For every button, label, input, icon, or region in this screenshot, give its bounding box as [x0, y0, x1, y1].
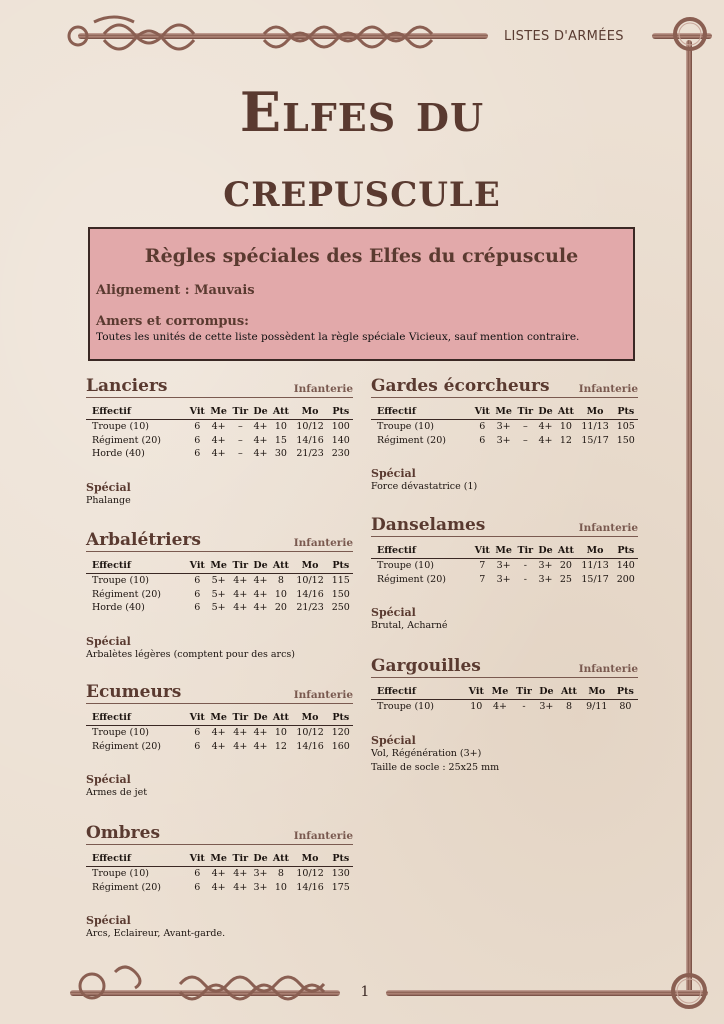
stats-cell: 6: [194, 727, 201, 739]
stats-column-header: Pts: [614, 543, 638, 559]
stats-cell: 4+: [233, 740, 248, 752]
unit-name: Lanciers: [86, 376, 168, 396]
special-label: Spécial: [371, 733, 416, 747]
stats-cell: 4+: [211, 881, 226, 893]
stats-cell: Troupe (10): [377, 701, 434, 713]
stats-cell: –: [237, 434, 243, 446]
unit-name: Arbalétriers: [86, 530, 201, 550]
stats-cell: 8: [565, 701, 572, 713]
stats-column-header: Att: [557, 684, 581, 700]
stats-cell: 6: [194, 881, 201, 893]
stats-cell: 4+: [233, 881, 248, 893]
unit-header: [371, 514, 638, 537]
stats-cell: 115: [331, 575, 350, 587]
stats-table: [371, 684, 638, 714]
unit-name: Danselames: [371, 515, 486, 535]
stats-cell: 10: [559, 421, 572, 433]
stats-cell: 6: [194, 602, 201, 614]
special-text: Phalange: [86, 494, 131, 506]
special-text: Force dévastatrice (1): [371, 481, 478, 492]
unit-arbaletriers: [86, 529, 353, 662]
stats-cell: 3+: [496, 573, 511, 585]
unit-ombres: [86, 822, 353, 941]
unit-header: [86, 822, 353, 845]
stats-table: [371, 404, 638, 447]
stats-cell: –: [522, 421, 528, 433]
unit-ecumeurs: [86, 681, 353, 800]
stats-column-header: Tir: [230, 851, 251, 867]
stats-cell: 4+: [233, 575, 248, 587]
stats-cell: 4+: [253, 448, 268, 460]
stats-cell: 6: [194, 434, 201, 446]
stats-column-header: Tir: [230, 710, 251, 726]
stats-cell: Troupe (10): [92, 727, 149, 739]
stats-cell: 14/16: [296, 881, 324, 893]
table-row: [86, 574, 353, 588]
unit-type: Infanterie: [578, 663, 638, 675]
stats-column-header: Me: [207, 558, 229, 574]
stats-cell: 6: [194, 575, 201, 587]
stats-cell: 10: [274, 727, 287, 739]
stats-column-header: De: [536, 543, 555, 559]
stats-cell: 4+: [211, 727, 226, 739]
stats-cell: 14/16: [296, 740, 324, 752]
stats-column-header: Effectif: [371, 543, 472, 559]
stats-header-row: [371, 404, 638, 420]
stats-column-header: Effectif: [86, 710, 187, 726]
stats-cell: 14/16: [296, 434, 324, 446]
stats-cell: 6: [194, 588, 201, 600]
table-row: [86, 601, 353, 615]
stats-cell: 4+: [233, 588, 248, 600]
special-label: Spécial: [86, 634, 131, 648]
special-text: Armes de jet: [86, 787, 148, 798]
stats-table: [86, 558, 353, 615]
stats-cell: 12: [274, 740, 287, 752]
unit-name: Ecumeurs: [86, 682, 182, 702]
top-left-knot-ornament-icon: [64, 12, 484, 62]
stats-cell: 4+: [233, 868, 248, 880]
table-row: [86, 740, 353, 754]
stats-cell: 10/12: [296, 575, 324, 587]
stats-column-header: Vit: [465, 684, 488, 700]
stats-cell: 5+: [211, 575, 226, 587]
unit-gargouilles: [371, 655, 638, 775]
stats-cell: 4+: [253, 588, 268, 600]
stats-cell: 4+: [253, 602, 268, 614]
special-text: Taille de socle : 25x25 mm: [371, 761, 500, 773]
stats-column-header: Me: [207, 710, 229, 726]
unit-name: Gargouilles: [371, 656, 481, 676]
stats-column-header: Vit: [187, 404, 207, 420]
stats-cell: Régiment (20): [92, 740, 161, 752]
stats-cell: 3+: [253, 868, 268, 880]
unit-name: Ombres: [86, 823, 161, 843]
stats-cell: 140: [616, 560, 635, 572]
stats-cell: 9/11: [586, 701, 608, 713]
stats-cell: Troupe (10): [377, 421, 434, 433]
stats-cell: Troupe (10): [92, 575, 149, 587]
table-row: [86, 420, 353, 434]
stats-cell: 6: [194, 421, 201, 433]
stats-cell: 14/16: [296, 588, 324, 600]
stats-cell: Horde (40): [92, 602, 145, 614]
stats-cell: 120: [331, 727, 350, 739]
stats-cell: 4+: [233, 602, 248, 614]
stats-cell: –: [522, 434, 528, 446]
unit-type: Infanterie: [578, 522, 638, 534]
special-label: Spécial: [86, 480, 131, 494]
page-number: 1: [360, 984, 370, 1000]
stats-cell: 4+: [211, 448, 226, 460]
unit-header: [86, 375, 353, 398]
table-row: [371, 573, 638, 587]
stats-cell: 20: [274, 602, 287, 614]
stats-column-header: Vit: [187, 851, 207, 867]
stats-column-header: Pts: [613, 684, 638, 700]
stats-column-header: Me: [207, 851, 229, 867]
stats-cell: 11/13: [581, 560, 609, 572]
unit-type: Infanterie: [293, 830, 353, 842]
table-row: [86, 434, 353, 448]
stats-cell: Régiment (20): [377, 434, 446, 446]
stats-header-row: [86, 851, 353, 867]
stats-column-header: Att: [270, 851, 292, 867]
stats-table: [86, 851, 353, 894]
stats-cell: 3+: [539, 701, 554, 713]
table-row: [371, 434, 638, 448]
stats-column-header: Att: [270, 710, 292, 726]
stats-cell: 6: [194, 740, 201, 752]
unit-danselames: [371, 514, 638, 633]
stats-cell: 4+: [211, 434, 226, 446]
top-right-ring-icon: [668, 12, 712, 56]
stats-cell: 10: [274, 588, 287, 600]
stats-column-header: Att: [270, 404, 292, 420]
stats-header-row: [86, 710, 353, 726]
stats-cell: Horde (40): [92, 448, 145, 460]
stats-cell: 10: [274, 881, 287, 893]
unit-header: [371, 375, 638, 398]
bottom-right-ring-icon: [666, 968, 712, 1014]
stats-table: [86, 404, 353, 461]
stats-cell: 3+: [496, 421, 511, 433]
stats-cell: 80: [619, 701, 632, 713]
stats-header-row: [86, 404, 353, 420]
special-rules-subtitle: Amers et corrompus:: [96, 314, 249, 329]
stats-column-header: Effectif: [86, 851, 187, 867]
unit-type: Infanterie: [578, 383, 638, 395]
special-rules-box: [88, 227, 635, 361]
table-row: [371, 420, 638, 434]
stats-cell: 150: [331, 588, 350, 600]
alignment-text: Alignement : Mauvais: [96, 283, 255, 298]
stats-cell: 10/12: [296, 421, 324, 433]
stats-column-header: Pts: [329, 558, 353, 574]
stats-cell: Troupe (10): [92, 868, 149, 880]
stats-cell: 200: [616, 573, 635, 585]
special-label: Spécial: [371, 606, 416, 619]
stats-cell: 160: [331, 740, 350, 752]
special-text: Brutal, Acharné: [371, 620, 448, 631]
stats-column-header: Me: [488, 684, 513, 700]
stats-cell: 21/23: [296, 602, 324, 614]
special-label: Spécial: [86, 773, 131, 786]
stats-cell: 4+: [253, 740, 268, 752]
page-title-line-1: Elfes du: [239, 80, 485, 144]
stats-header-row: [371, 543, 638, 559]
stats-cell: 6: [194, 448, 201, 460]
stats-column-header: Effectif: [86, 558, 187, 574]
stats-cell: 7: [479, 560, 486, 572]
table-row: [86, 588, 353, 602]
stats-cell: 10/12: [296, 727, 324, 739]
stats-cell: 4+: [211, 868, 226, 880]
stats-cell: 3+: [253, 881, 268, 893]
section-label: LISTES D'ARMÉES: [504, 29, 624, 44]
stats-cell: 3+: [496, 560, 511, 572]
stats-header-row: [371, 684, 638, 700]
stats-cell: 20: [559, 560, 572, 572]
special-rules-title: Règles spéciales des Elfes du crépuscule: [144, 245, 579, 267]
stats-column-header: De: [251, 404, 270, 420]
stats-cell: 100: [331, 421, 350, 433]
stats-cell: Régiment (20): [92, 881, 161, 893]
stats-cell: 10: [470, 701, 483, 713]
stats-cell: 4+: [492, 701, 507, 713]
bottom-right-border-rod: [386, 990, 708, 996]
stats-column-header: Att: [270, 558, 292, 574]
stats-column-header: Pts: [329, 851, 353, 867]
stats-column-header: Effectif: [86, 404, 187, 420]
stats-cell: 25: [559, 573, 572, 585]
stats-column-header: Tir: [230, 558, 251, 574]
stats-cell: -: [522, 701, 526, 713]
stats-column-header: Vit: [472, 543, 492, 559]
stats-cell: Régiment (20): [377, 573, 446, 585]
stats-cell: Troupe (10): [377, 560, 434, 572]
table-row: [86, 726, 353, 740]
stats-cell: -: [523, 560, 527, 572]
stats-cell: 4+: [538, 434, 553, 446]
stats-cell: 15/17: [581, 434, 609, 446]
stats-cell: 250: [331, 602, 350, 614]
stats-column-header: Pts: [329, 710, 353, 726]
stats-column-header: De: [251, 710, 270, 726]
stats-column-header: De: [251, 851, 270, 867]
stats-cell: 4+: [233, 727, 248, 739]
stats-cell: 175: [331, 881, 350, 893]
unit-lanciers: [86, 375, 353, 508]
table-row: [371, 559, 638, 573]
stats-cell: -: [523, 573, 527, 585]
special-label: Spécial: [371, 467, 416, 480]
stats-column-header: Tir: [515, 543, 536, 559]
stats-column-header: Effectif: [371, 404, 472, 420]
stats-cell: 230: [331, 448, 350, 460]
stats-cell: 105: [616, 421, 635, 433]
unit-header: [371, 655, 638, 678]
stats-cell: 8: [277, 575, 284, 587]
stats-cell: 6: [479, 421, 486, 433]
stats-cell: 30: [274, 448, 287, 460]
stats-cell: 140: [331, 434, 350, 446]
stats-column-header: Tir: [230, 404, 251, 420]
stats-column-header: Pts: [329, 404, 353, 420]
stats-column-header: Mo: [292, 404, 329, 420]
stats-table: [86, 710, 353, 753]
unit-gardes-ecorcheurs: [371, 375, 638, 494]
stats-cell: 10: [274, 421, 287, 433]
stats-cell: 4+: [253, 575, 268, 587]
stats-column-header: Vit: [187, 710, 207, 726]
stats-cell: 5+: [211, 588, 226, 600]
stats-cell: 11/13: [581, 421, 609, 433]
stats-column-header: Tir: [512, 684, 535, 700]
unit-type: Infanterie: [293, 383, 353, 395]
stats-header-row: [86, 558, 353, 574]
stats-column-header: De: [251, 558, 270, 574]
stats-cell: 6: [479, 434, 486, 446]
stats-cell: 21/23: [296, 448, 324, 460]
stats-cell: –: [237, 421, 243, 433]
stats-cell: 7: [479, 573, 486, 585]
stats-column-header: Pts: [614, 404, 638, 420]
stats-cell: 4+: [538, 421, 553, 433]
stats-cell: 3+: [538, 560, 553, 572]
stats-column-header: Att: [555, 404, 577, 420]
stats-table: [371, 543, 638, 586]
stats-column-header: Att: [555, 543, 577, 559]
stats-column-header: Vit: [187, 558, 207, 574]
stats-cell: 15/17: [581, 573, 609, 585]
table-row: [86, 867, 353, 881]
stats-column-header: De: [536, 404, 555, 420]
unit-type: Infanterie: [293, 537, 353, 549]
stats-cell: 15: [274, 434, 287, 446]
table-row: [86, 881, 353, 895]
bottom-left-knot-ornament-icon: [60, 962, 350, 1012]
stats-cell: 150: [616, 434, 635, 446]
stats-cell: 4+: [211, 421, 226, 433]
special-text: Vol, Régénération (3+): [371, 747, 482, 759]
special-text: Arbalètes légères (comptent pour des arcs): [86, 648, 295, 660]
table-row: [371, 700, 638, 714]
stats-cell: 130: [331, 868, 350, 880]
stats-cell: 4+: [253, 434, 268, 446]
stats-column-header: Me: [492, 404, 514, 420]
stats-column-header: Me: [492, 543, 514, 559]
stats-cell: 6: [194, 868, 201, 880]
unit-header: [86, 529, 353, 552]
stats-cell: 3+: [538, 573, 553, 585]
stats-column-header: Vit: [472, 404, 492, 420]
stats-column-header: Mo: [292, 558, 329, 574]
stats-cell: 10/12: [296, 868, 324, 880]
stats-cell: Troupe (10): [92, 421, 149, 433]
unit-type: Infanterie: [293, 689, 353, 701]
stats-column-header: Mo: [292, 851, 329, 867]
stats-column-header: Me: [207, 404, 229, 420]
unit-header: [86, 681, 353, 704]
stats-column-header: Tir: [515, 404, 536, 420]
stats-cell: 4+: [253, 421, 268, 433]
stats-column-header: Mo: [577, 404, 614, 420]
table-row: [86, 447, 353, 461]
stats-cell: 12: [559, 434, 572, 446]
special-text: Arcs, Eclaireur, Avant-garde.: [86, 928, 226, 939]
stats-cell: 8: [277, 868, 284, 880]
stats-column-header: Mo: [577, 543, 614, 559]
page-title-line-2: crepuscule: [223, 162, 501, 218]
stats-column-header: Mo: [292, 710, 329, 726]
stats-column-header: De: [536, 684, 557, 700]
stats-cell: –: [237, 448, 243, 460]
unit-name: Gardes écorcheurs: [371, 376, 550, 396]
stats-cell: 4+: [211, 740, 226, 752]
stats-cell: 4+: [253, 727, 268, 739]
stats-cell: 5+: [211, 602, 226, 614]
stats-cell: Régiment (20): [92, 588, 161, 600]
stats-column-header: Mo: [581, 684, 613, 700]
stats-cell: Régiment (20): [92, 434, 161, 446]
stats-column-header: Effectif: [371, 684, 465, 700]
stats-cell: 3+: [496, 434, 511, 446]
special-label: Spécial: [86, 914, 131, 927]
special-rules-text: Toutes les unités de cette liste possèdent la règle spéciale Vicieux, sauf mention contraire.: [96, 331, 580, 343]
